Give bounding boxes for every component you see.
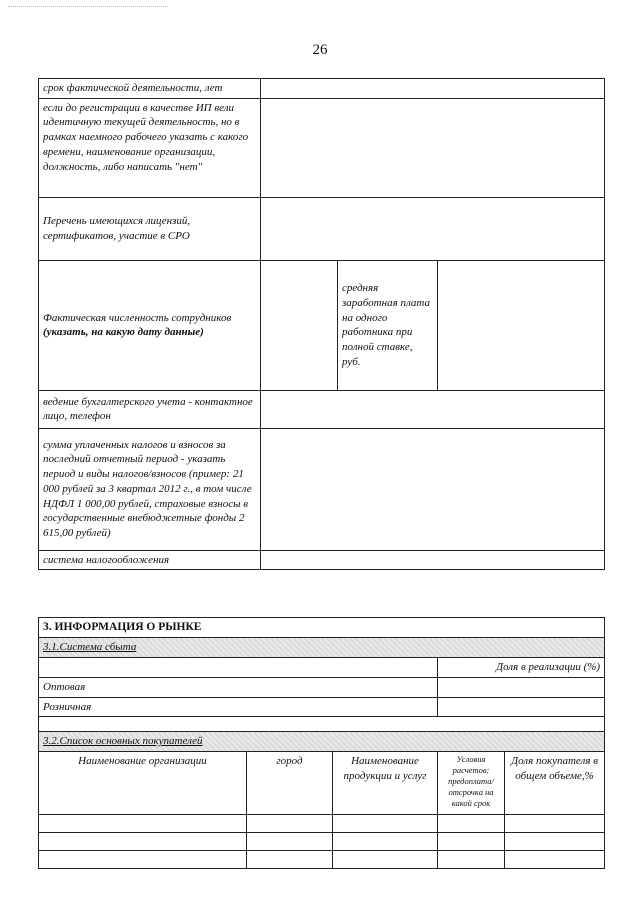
- buyer-cell[interactable]: [247, 815, 333, 833]
- buyer-cell[interactable]: [247, 833, 333, 851]
- buyer-cell[interactable]: [438, 833, 505, 851]
- label-prior-employment: если до регистрации в качестве ИП вели идентичную текущей деятельность, но в рамках наемного рабочего указать с какого времени, наименование организации, должность, либо написать "нет": [39, 98, 261, 197]
- section-sales-system-label: 3.1.Система сбыта: [43, 641, 137, 654]
- value-retail-share[interactable]: [438, 697, 605, 717]
- sales-share-header: Доля в реализации (%): [438, 658, 605, 678]
- value-licenses[interactable]: [261, 197, 605, 260]
- label-taxes-paid: сумма уплаченных налогов и взносов за последний отчетный период - указать период и виды налогов/взносов (пример: 21 000 рублей за 3 квартал 2012 г., в том числе НДФЛ 1 000,00 рублей, страховые взносы в государственные внебюджетные фонды 2 615,00 рублей): [39, 428, 261, 550]
- buyer-col-product: Наименование продукции и услуг: [333, 752, 438, 815]
- section-main-buyers: [39, 732, 605, 752]
- label-average-salary: средняя заработная плата на одного работника при полной ставке, руб.: [338, 260, 438, 390]
- scan-artifact: [8, 6, 168, 13]
- market-info-table: [38, 617, 605, 869]
- buyer-col-city: город: [247, 752, 333, 815]
- value-taxes-paid[interactable]: [261, 428, 605, 550]
- page-number: 26: [312, 42, 328, 58]
- label-accounting-contact: ведение бухгалтерского учета - контактное лицо, телефон: [39, 390, 261, 428]
- channel-retail: Розничная: [39, 697, 438, 717]
- value-prior-employment[interactable]: [261, 98, 605, 197]
- value-wholesale-share[interactable]: [438, 677, 605, 697]
- section-main-buyers-label: 3.2.Список основных покупателей: [43, 735, 203, 748]
- buyer-cell[interactable]: [505, 833, 605, 851]
- table-row: [39, 815, 605, 833]
- buyer-col-terms: Условия расчетов: предоплата/ отсрочка на какой срок: [438, 752, 505, 815]
- label-licenses: Перечень имеющихся лицензий, сертификатов, участие в СРО: [39, 197, 261, 260]
- table-row: [39, 833, 605, 851]
- buyer-cell[interactable]: [333, 833, 438, 851]
- section-title-market: 3. ИНФОРМАЦИЯ О РЫНКЕ: [39, 618, 605, 638]
- label-years-activity: срок фактической деятельности, лет: [39, 79, 261, 99]
- value-employee-count[interactable]: [261, 260, 338, 390]
- spacer-row: [39, 717, 605, 732]
- value-accounting-contact[interactable]: [261, 390, 605, 428]
- value-tax-system[interactable]: [261, 550, 605, 570]
- employee-count-text: Фактическая численность сотрудников: [43, 311, 232, 324]
- buyer-cell[interactable]: [39, 833, 247, 851]
- section-sales-system: [39, 638, 605, 658]
- label-tax-system: система налогообложения: [39, 550, 261, 570]
- buyer-cell[interactable]: [333, 851, 438, 869]
- buyer-cell[interactable]: [505, 851, 605, 869]
- buyer-col-org: Наименование организации: [39, 752, 247, 815]
- buyer-cell[interactable]: [39, 815, 247, 833]
- buyer-cell[interactable]: [333, 815, 438, 833]
- channel-wholesale: Оптовая: [39, 677, 438, 697]
- buyer-col-share: Доля покупателя в общем объеме,%: [505, 752, 605, 815]
- table-row: [39, 851, 605, 869]
- buyer-cell[interactable]: [39, 851, 247, 869]
- employee-count-date-note: (указать, на какую дату данные): [43, 326, 204, 339]
- business-info-table: [38, 78, 605, 570]
- buyer-cell[interactable]: [438, 815, 505, 833]
- buyer-cell[interactable]: [247, 851, 333, 869]
- label-employee-count: [39, 260, 261, 390]
- value-average-salary[interactable]: [438, 260, 605, 390]
- buyer-cell[interactable]: [505, 815, 605, 833]
- buyer-cell[interactable]: [438, 851, 505, 869]
- value-years-activity[interactable]: [261, 79, 605, 99]
- sales-header-blank: [39, 658, 438, 678]
